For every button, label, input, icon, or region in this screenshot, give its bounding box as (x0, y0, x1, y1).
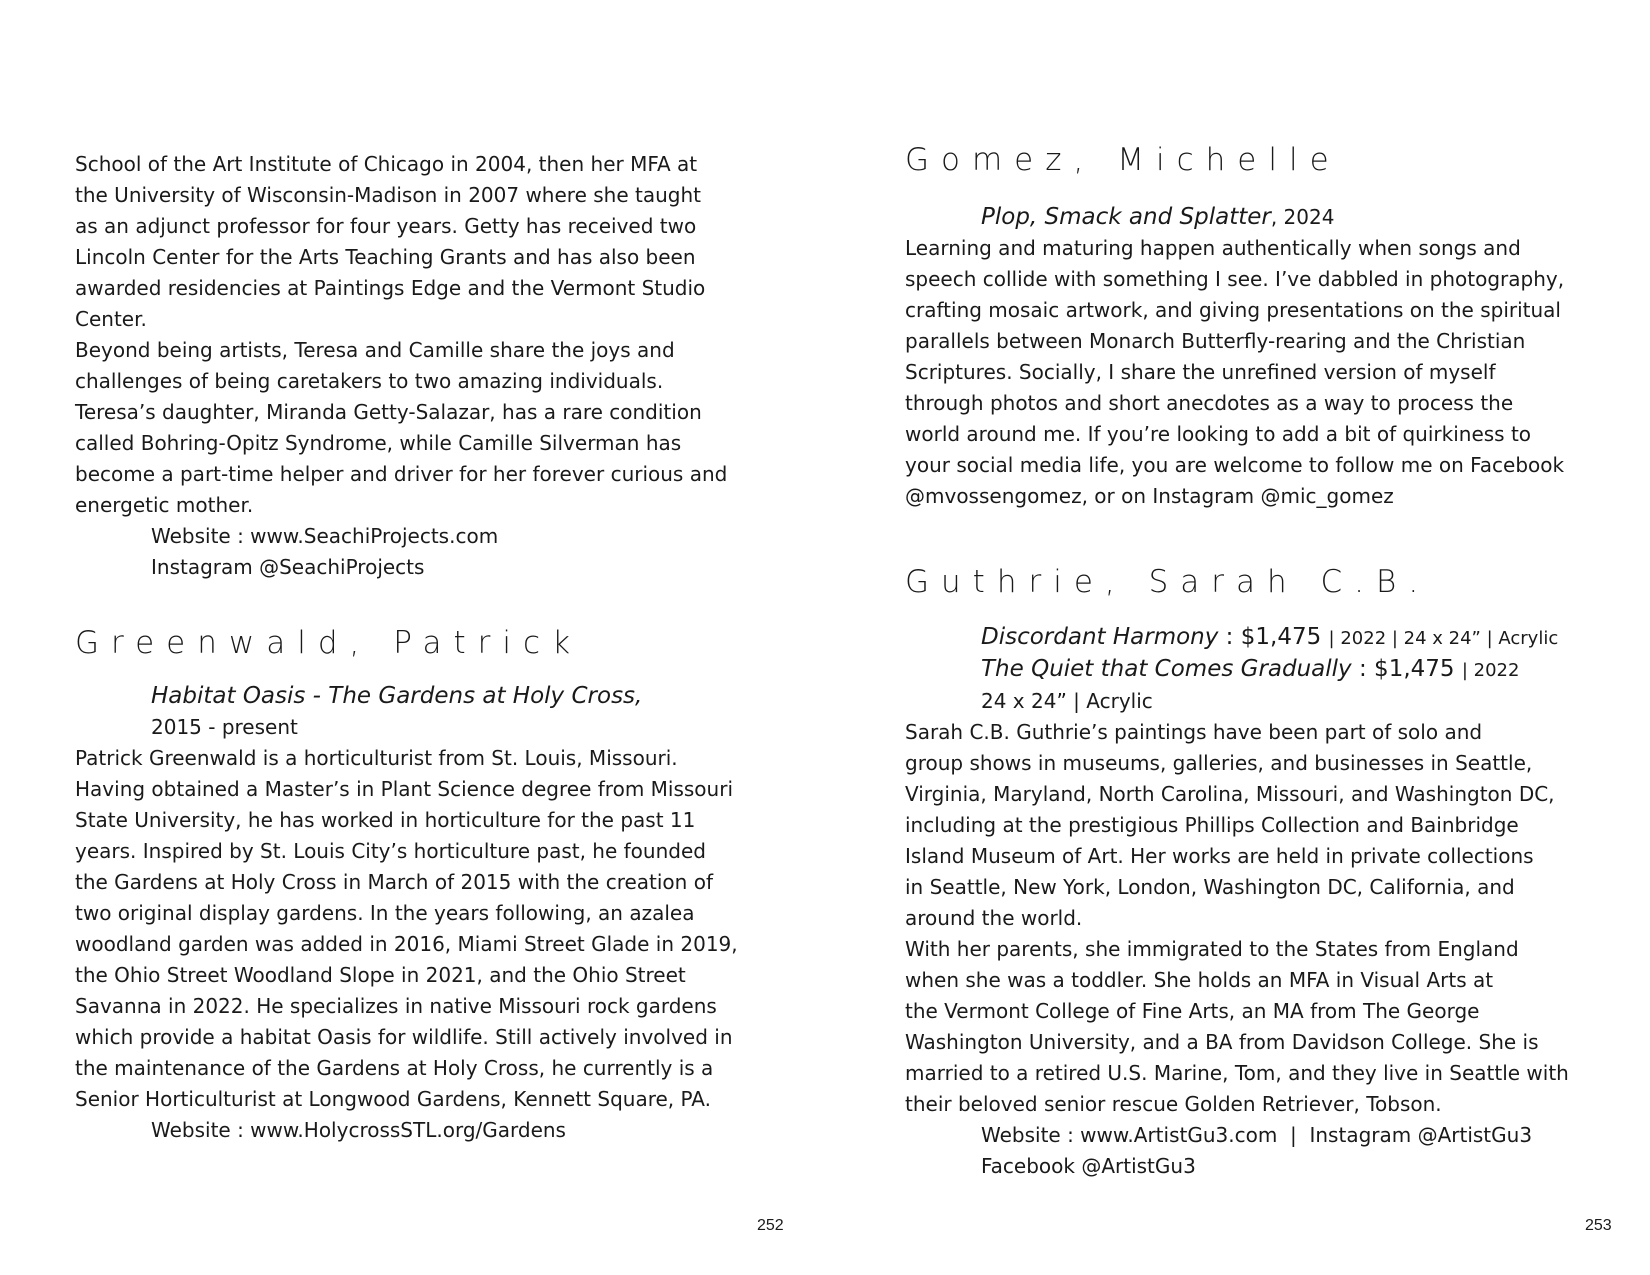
text-line: the maintenance of the Gardens at Holy Cross, he currently is a (75, 1056, 714, 1080)
text-line: Washington University, and a BA from Davidson College. She is (905, 1030, 1539, 1054)
text-line: become a part-time helper and driver for her forever curious and (75, 462, 728, 486)
artist-bio (905, 233, 1615, 512)
artwork-entry (905, 622, 1615, 654)
left-column (75, 149, 775, 1146)
text-line: Having obtained a Master’s in Plant Science degree from Missouri (75, 777, 733, 801)
artwork-title-suffix: , (635, 683, 643, 709)
text-line: Island Museum of Art. Her works are held in private collections (905, 844, 1534, 868)
text-line: married to a retired U.S. Marine, Tom, and they live in Seattle with (905, 1061, 1569, 1085)
text-line: around the world. (905, 906, 1083, 930)
artwork-meta: 24 x 24” | Acrylic (981, 689, 1153, 713)
right-column (905, 140, 1615, 1182)
text-line: Learning and maturing happen authentically when songs and (905, 236, 1521, 260)
text-line: Patrick Greenwald is a horticulturist from St. Louis, Missouri. (75, 746, 678, 770)
text-line: @mvossengomez, or on Instagram @mic_gomez (905, 484, 1394, 508)
text-line: Teresa’s daughter, Miranda Getty-Salazar, has a rare condition (75, 400, 702, 424)
page-number: 252 (757, 1217, 784, 1234)
artist-bio (905, 717, 1615, 934)
text-line: group shows in museums, galleries, and businesses in Seattle, (905, 751, 1533, 775)
text-line: awarded residencies at Paintings Edge and the Vermont Studio (75, 276, 706, 300)
contact-line: Website : www.ArtistGu3.com | Instagram @ArtistGu3 (981, 1123, 1533, 1147)
text-line: your social media life, you are welcome to follow me on Facebook (905, 453, 1565, 477)
text-line: Beyond being artists, Teresa and Camille share the joys and (75, 338, 675, 362)
artist-heading: Gomez, Michelle (905, 142, 1341, 178)
text-line: Senior Horticulturist at Longwood Gardens, Kennett Square, PA. (75, 1087, 711, 1111)
text-line: energetic mother. (75, 493, 254, 517)
text-line: Sarah C.B. Guthrie’s paintings have been part of solo and (905, 720, 1483, 744)
text-line: crafting mosaic artwork, and giving presentations on the spiritual (905, 298, 1561, 322)
artwork-title: Plop, Smack and Splatter (981, 204, 1271, 230)
text-line: Virginia, Maryland, North Carolina, Missouri, and Washington DC, (905, 782, 1555, 806)
text-line: the University of Wisconsin-Madison in 2007 where she taught (75, 183, 701, 207)
text-line: when she was a toddler. She holds an MFA in Visual Arts at (905, 968, 1494, 992)
text-line: Center. (75, 307, 147, 331)
artwork-meta: | 2022 | 24 x 24” | Acrylic (1328, 628, 1559, 649)
right-page (825, 0, 1650, 1275)
facebook-line: Facebook @ArtistGu3 (981, 1154, 1196, 1178)
text-line: as an adjunct professor for four years. Getty has received two (75, 214, 697, 238)
text-line: Savanna in 2022. He specializes in native Missouri rock gardens (75, 994, 717, 1018)
intro-paragraph (75, 149, 775, 335)
text-line: challenges of being caretakers to two amazing individuals. (75, 369, 664, 393)
text-line: Scriptures. Socially, I share the unrefined version of myself (905, 360, 1496, 384)
artwork-date: 2015 - present (151, 715, 298, 739)
artist-heading: Guthrie, Sarah C.B. (905, 564, 1431, 600)
artwork-entry (75, 681, 775, 712)
text-line: years. Inspired by St. Louis City’s horticulture past, he founded (75, 839, 706, 863)
text-line: two original display gardens. In the years following, an azalea (75, 901, 695, 925)
text-line: world around me. If you’re looking to add a bit of quirkiness to (905, 422, 1532, 446)
artwork-entry (905, 202, 1615, 233)
text-line: in Seattle, New York, London, Washington DC, California, and (905, 875, 1515, 899)
text-line: Lincoln Center for the Arts Teaching Grants and has also been (75, 245, 696, 269)
text-line: speech collide with something I see. I’ve dabbled in photography, (905, 267, 1565, 291)
artist-heading: Greenwald, Patrick (75, 625, 583, 661)
artist-bio (905, 934, 1615, 1120)
artwork-title: Habitat Oasis - The Gardens at Holy Cross (151, 683, 636, 709)
text-line: With her parents, she immigrated to the States from England (905, 937, 1519, 961)
text-line: parallels between Monarch Butterfly-rearing and the Christian (905, 329, 1526, 353)
artwork-title: Discordant Harmony (981, 624, 1219, 650)
artwork-meta: | 2022 (1461, 660, 1520, 681)
artwork-entry (905, 654, 1615, 686)
text-line: called Bohring-Opitz Syndrome, while Camille Silverman has (75, 431, 682, 455)
text-line: the Gardens at Holy Cross in March of 2015 with the creation of (75, 870, 713, 894)
website-line: Website : www.SeachiProjects.com (151, 524, 499, 548)
text-line: School of the Art Institute of Chicago in 2004, then her MFA at (75, 152, 698, 176)
artwork-year: , 2024 (1270, 205, 1335, 229)
text-line: through photos and short anecdotes as a way to process the (905, 391, 1514, 415)
artwork-price: : $1,475 (1218, 624, 1329, 650)
artist-bio (75, 743, 775, 1115)
artwork-title: The Quiet that Comes Gradually (981, 656, 1352, 682)
artwork-price: : $1,475 (1351, 656, 1462, 682)
text-line: the Ohio Street Woodland Slope in 2021, and the Ohio Street (75, 963, 686, 987)
text-line: the Vermont College of Fine Arts, an MA from The George (905, 999, 1480, 1023)
text-line: woodland garden was added in 2016, Miami Street Glade in 2019, (75, 932, 738, 956)
second-paragraph (75, 335, 775, 521)
text-line: which provide a habitat Oasis for wildlife. Still actively involved in (75, 1025, 733, 1049)
website-line: Website : www.HolycrossSTL.org/Gardens (151, 1118, 566, 1142)
page-number: 253 (1585, 1217, 1612, 1234)
text-line: their beloved senior rescue Golden Retriever, Tobson. (905, 1092, 1442, 1116)
instagram-line: Instagram @SeachiProjects (151, 555, 425, 579)
text-line: including at the prestigious Phillips Collection and Bainbridge (905, 813, 1519, 837)
text-line: State University, he has worked in horticulture for the past 11 (75, 808, 696, 832)
